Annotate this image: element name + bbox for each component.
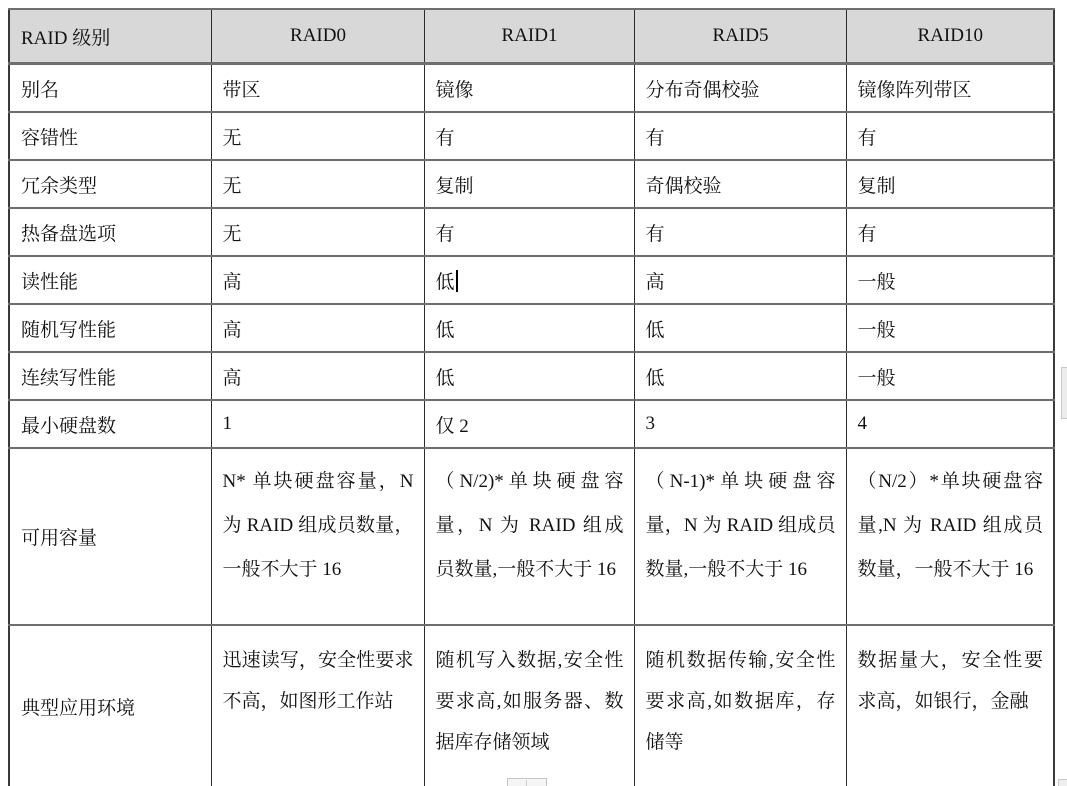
row-label[interactable]: 容错性 — [9, 112, 211, 160]
table-cell[interactable]: 低 — [424, 352, 634, 400]
table-cell[interactable]: 有 — [846, 112, 1054, 160]
table-cell[interactable]: （N-1)*单块硬盘容量，N 为 RAID 组成员数量,一般不大于 16 — [634, 448, 846, 625]
table-cell[interactable]: 一般 — [846, 304, 1054, 352]
row-label[interactable]: 连续写性能 — [9, 352, 211, 400]
row-label[interactable]: 最小硬盘数 — [9, 400, 211, 448]
table-cell[interactable]: 镜像阵列带区 — [846, 64, 1054, 113]
table-cell[interactable]: 一般 — [846, 256, 1054, 304]
table-cell[interactable]: 随机写入数据,安全性要求高,如服务器、数据库存储领域 — [424, 625, 634, 786]
table-cell[interactable]: 高 — [211, 352, 424, 400]
table-cell[interactable]: N* 单块硬盘容量，N 为 RAID 组成员数量，一般不大于 16 — [211, 448, 424, 625]
row-label[interactable]: 别名 — [9, 64, 211, 113]
table-cell[interactable]: 无 — [211, 112, 424, 160]
table-cell[interactable]: 镜像 — [424, 64, 634, 113]
raid-comparison-table — [8, 8, 1055, 786]
table-cell[interactable]: 仅 2 — [424, 400, 634, 448]
table-row — [9, 400, 1054, 448]
table-cell[interactable]: （N/2)*单块硬盘容量，N 为 RAID 组成员数量,一般不大于 16 — [424, 448, 634, 625]
table-cell[interactable]: 高 — [634, 256, 846, 304]
row-label[interactable]: 热备盘选项 — [9, 208, 211, 256]
table-cell[interactable]: 一般 — [846, 352, 1054, 400]
table-cell[interactable]: 低 — [634, 352, 846, 400]
table-cell[interactable]: 有 — [424, 112, 634, 160]
table-cell[interactable]: 无 — [211, 208, 424, 256]
row-label[interactable]: 随机写性能 — [9, 304, 211, 352]
table-row — [9, 304, 1054, 352]
text-cursor — [456, 270, 458, 292]
header-cell-raid10[interactable]: RAID10 — [846, 9, 1054, 64]
table-row — [9, 625, 1054, 786]
table-cell[interactable]: 低 — [424, 304, 634, 352]
table-row — [9, 448, 1054, 625]
row-label[interactable]: 读性能 — [9, 256, 211, 304]
table-cell[interactable]: 低 — [424, 256, 634, 304]
table-cell[interactable]: 4 — [846, 400, 1054, 448]
row-label[interactable]: 冗余类型 — [9, 160, 211, 208]
table-cell[interactable]: 复制 — [424, 160, 634, 208]
table-cell[interactable]: 带区 — [211, 64, 424, 113]
table-cell[interactable]: 有 — [634, 208, 846, 256]
table-cell[interactable]: 高 — [211, 304, 424, 352]
table-cell[interactable]: 有 — [846, 208, 1054, 256]
table-cell[interactable]: 低 — [634, 304, 846, 352]
header-cell-raid1[interactable]: RAID1 — [424, 9, 634, 64]
table-row — [9, 256, 1054, 304]
table-cell[interactable]: 有 — [424, 208, 634, 256]
table-body — [9, 64, 1054, 786]
table-cell[interactable]: 无 — [211, 160, 424, 208]
table-cell[interactable]: 复制 — [846, 160, 1054, 208]
table-row — [9, 208, 1054, 256]
table-cell[interactable]: 数据量大，安全性要求高，如银行，金融 — [846, 625, 1054, 786]
row-label[interactable]: 典型应用环境 — [9, 625, 211, 786]
table-cell[interactable]: （N/2）*单块硬盘容量,N 为 RAID 组成员数量，一般不大于 16 — [846, 448, 1054, 625]
header-row — [9, 9, 1054, 64]
table-cell[interactable]: 有 — [634, 112, 846, 160]
header-cell-raid5[interactable]: RAID5 — [634, 9, 846, 64]
header-cell-raid-level[interactable]: RAID 级别 — [9, 9, 211, 64]
table-row — [9, 160, 1054, 208]
row-label[interactable]: 可用容量 — [9, 448, 211, 625]
table-cell[interactable]: 3 — [634, 400, 846, 448]
table-cell[interactable]: 随机数据传输,安全性要求高,如数据库，存储等 — [634, 625, 846, 786]
table-cell[interactable]: 奇偶校验 — [634, 160, 846, 208]
table-row — [9, 112, 1054, 160]
table-cell[interactable]: 1 — [211, 400, 424, 448]
table-cell[interactable]: 高 — [211, 256, 424, 304]
scrollbar-thumb-fragment[interactable] — [1061, 367, 1067, 419]
table-cell[interactable]: 迅速读写，安全性要求不高，如图形工作站 — [211, 625, 424, 786]
header-cell-raid0[interactable]: RAID0 — [211, 9, 424, 64]
table-row — [9, 64, 1054, 113]
table-header — [9, 9, 1054, 64]
cropped-ui-fragment-corner — [1058, 779, 1067, 786]
table-row — [9, 352, 1054, 400]
table-cell[interactable]: 分布奇偶校验 — [634, 64, 846, 113]
cropped-ui-fragment-bottom — [507, 778, 547, 786]
